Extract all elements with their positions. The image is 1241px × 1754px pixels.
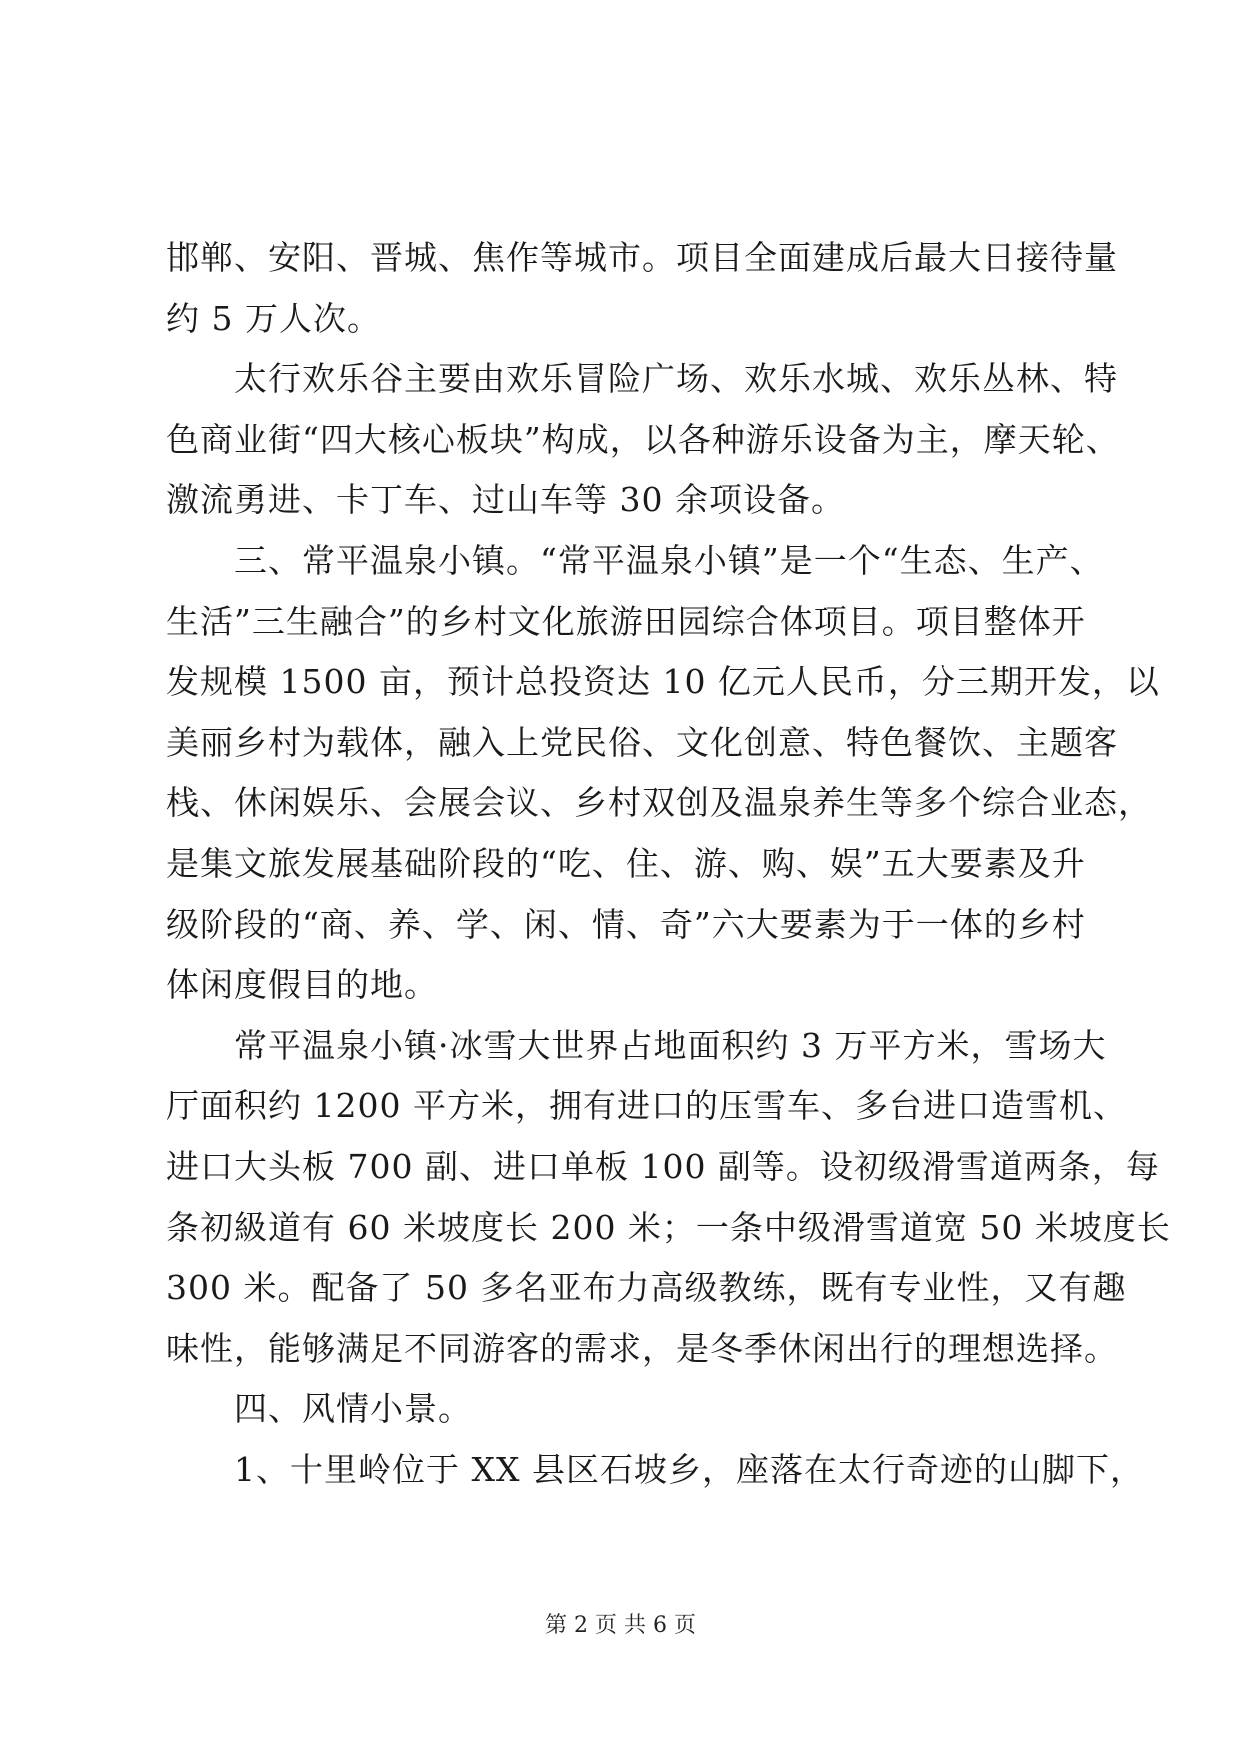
document-body — [166, 228, 1171, 1500]
text-line: 栈、休闲娱乐、会展会议、乡村双创及温泉养生等多个综合业态， — [166, 783, 1152, 823]
text-line: 级阶段的“商、养、学、闲、情、奇”六大要素为于一体的乡村 — [166, 904, 1086, 944]
text-line: 常平温泉小镇·冰雪大世界占地面积约 3 万平方米，雪场大 — [234, 1025, 1107, 1065]
text-line: 色商业街“四大核心板块”构成，以各种游乐设备为主，摩天轮、 — [166, 419, 1120, 459]
text-line: 四、风情小景。 — [234, 1389, 472, 1429]
text-line: 1、十里岭位于 XX 县区石坡乡，座落在太行奇迹的山脚下， — [234, 1449, 1144, 1489]
text-line: 进口大头板 700 副、进口单板 100 副等。设初级滑雪道两条，每 — [166, 1146, 1160, 1186]
text-line: 美丽乡村为载体，融入上党民俗、文化创意、特色餐饮、主题客 — [166, 722, 1118, 762]
page-footer: 第 2 页 共 6 页 — [545, 1613, 696, 1638]
text-line: 生活”三生融合”的乡村文化旅游田园综合体项目。项目整体开 — [166, 601, 1086, 641]
text-line: 发规模 1500 亩，预计总投资达 10 亿元人民币，分三期开发，以 — [166, 662, 1160, 702]
text-line: 太行欢乐谷主要由欢乐冒险广场、欢乐水城、欢乐丛林、特 — [234, 359, 1118, 399]
text-line: 是集文旅发展基础阶段的“吃、住、游、购、娱”五大要素及升 — [166, 843, 1086, 883]
text-line: 厅面积约 1200 平方米，拥有进口的压雪车、多台进口造雪机、 — [166, 1086, 1127, 1126]
text-line: 邯郸、安阳、晋城、焦作等城市。项目全面建成后最大日接待量 — [166, 238, 1118, 277]
text-line: 味性，能够满足不同游客的需求，是冬季休闲出行的理想选择。 — [166, 1328, 1118, 1368]
text-line: 体闲度假目的地。 — [166, 965, 438, 1005]
text-line: 激流勇进、卡丁车、过山车等 30 余项设备。 — [166, 480, 845, 520]
text-line: 约 5 万人次。 — [166, 298, 381, 338]
text-line: 条初級道有 60 米坡度长 200 米；一条中级滑雪道宽 50 米坡度长 — [166, 1207, 1171, 1247]
text-line: 300 米。配备了 50 多名亚布力高级教练，既有专业性，又有趣 — [166, 1268, 1127, 1308]
text-line: 三、常平温泉小镇。“常平温泉小镇”是一个“生态、生产、 — [234, 540, 1104, 580]
